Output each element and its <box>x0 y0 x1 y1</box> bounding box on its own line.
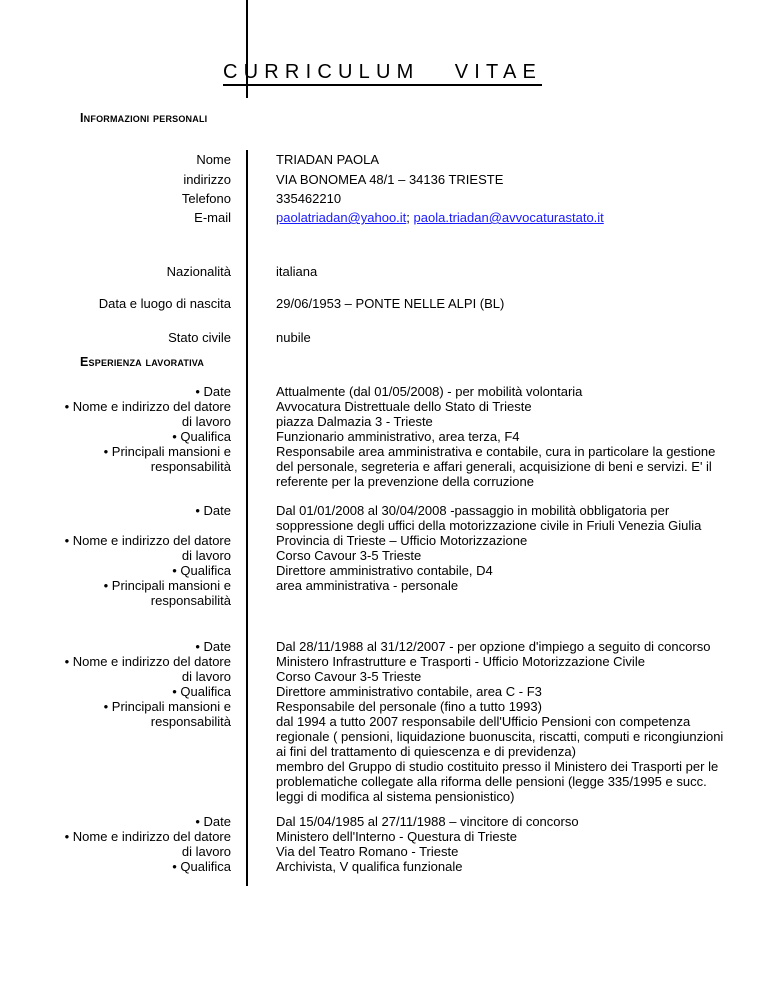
nationality-label: Nazionalità <box>166 264 231 279</box>
job-3-duties-label: • Principali mansioni e responsabilità <box>103 699 231 729</box>
address-value: VIA BONOMEA 48/1 – 34136 TRIESTE <box>276 172 504 187</box>
name-value: TRIADAN PAOLA <box>276 152 380 167</box>
section-work-experience: Esperienza lavorativa <box>80 355 205 369</box>
job-2-employer-address: Corso Cavour 3-5 Trieste <box>276 548 422 563</box>
job-3-date: Dal 28/11/1988 al 31/12/2007 - per opzione d'impiego a seguito di concorso <box>276 639 711 654</box>
job-1-employer-label: • Nome e indirizzo del datore di lavoro <box>64 399 231 429</box>
job-1-details <box>276 384 736 489</box>
job-3-duties-1: Responsabile del personale (fino a tutto 1993) <box>276 699 542 714</box>
section-personal-info: Informazioni personali <box>80 111 208 125</box>
job-1-role: Funzionario amministrativo, area terza, F4 <box>276 429 520 444</box>
job-2-role-label: • Qualifica <box>172 563 231 578</box>
job-2-role: Direttore amministrativo contabile, D4 <box>276 563 493 578</box>
job-3-employer-address: Corso Cavour 3-5 Trieste <box>276 669 422 684</box>
email-link-1[interactable]: paolatriadan@yahoo.it <box>276 210 407 225</box>
job-1-employer-name: Avvocatura Distrettuale dello Stato di Trieste <box>276 399 532 414</box>
page-title: CURRICULUM VITAE <box>223 60 542 86</box>
address-label: indirizzo <box>183 172 231 187</box>
job-3-duties-3: membro del Gruppo di studio costituito presso il Ministero dei Trasporti per le problematiche collegate alla riforma delle pensioni (legge 335/1995 e succ. leggi di modifica al sistema pensionistico) <box>276 759 719 804</box>
job-2-duties-label: • Principali mansioni e responsabilità <box>103 578 231 608</box>
job-2-duties: area amministrativa - personale <box>276 578 459 593</box>
job-2-date: Dal 01/01/2008 al 30/04/2008 -passaggio in mobilità obbligatoria per soppressione degli uffici della motorizzazione civile in Friuli Venezia Giulia <box>276 503 702 533</box>
job-3-employer-name: Ministero Infrastrutture e Trasporti - Ufficio Motorizzazione Civile <box>276 654 645 669</box>
phone-label: Telefono <box>181 191 231 206</box>
job-4-role-label: • Qualifica <box>172 859 231 874</box>
civil-status-value: nubile <box>276 330 311 345</box>
job-2-date-label: • Date <box>195 503 231 518</box>
job-1-duties: Responsabile area amministrativa e contabile, cura in particolare la gestione del personale, segreteria e affari generali, acquisizione di beni e servizi. E' il referente per la prevenzione della corruzione <box>276 444 716 489</box>
email-separator: ; <box>406 210 414 225</box>
job-1-role-label: • Qualifica <box>172 429 231 444</box>
email-link-2[interactable]: paola.triadan@avvocaturastato.it <box>413 210 604 225</box>
job-4-date: Dal 15/04/1985 al 27/11/1988 – vincitore di concorso <box>276 814 579 829</box>
civil-status-label: Stato civile <box>168 330 231 345</box>
job-1-duties-label: • Principali mansioni e responsabilità <box>103 444 231 474</box>
job-2-details <box>276 503 736 593</box>
job-4-employer-name: Ministero dell'Interno - Questura di Trieste <box>276 829 517 844</box>
job-4-date-label: • Date <box>195 814 231 829</box>
nationality-value: italiana <box>276 264 318 279</box>
job-3-details <box>276 639 736 804</box>
job-3-role-label: • Qualifica <box>172 684 231 699</box>
job-3-employer-label: • Nome e indirizzo del datore di lavoro <box>64 654 231 684</box>
job-2-employer-name: Provincia di Trieste – Ufficio Motorizzazione <box>276 533 528 548</box>
job-3-duties-2: dal 1994 a tutto 2007 responsabile dell'Ufficio Pensioni con competenza regionale ( pensioni, liquidazione buonuscita, riscatti, computi e ricongiunzioni ai fini del trattamento di quiescenza e di previdenza) <box>276 714 724 759</box>
email-value <box>276 210 736 225</box>
job-4-employer-address: Via del Teatro Romano - Trieste <box>276 844 459 859</box>
birth-label: Data e luogo di nascita <box>98 296 231 311</box>
birth-value: 29/06/1953 – PONTE NELLE ALPI (BL) <box>276 296 505 311</box>
job-3-role: Direttore amministrativo contabile, area C - F3 <box>276 684 542 699</box>
job-4-role: Archivista, V qualifica funzionale <box>276 859 463 874</box>
phone-value: 335462210 <box>276 191 342 206</box>
email-label: E-mail <box>194 210 231 225</box>
divider-line-main <box>246 150 248 886</box>
job-4-details <box>276 814 736 874</box>
job-1-date: Attualmente (dal 01/05/2008) - per mobilità volontaria <box>276 384 583 399</box>
job-1-date-label: • Date <box>195 384 231 399</box>
job-2-employer-label: • Nome e indirizzo del datore di lavoro <box>64 533 231 563</box>
job-3-date-label: • Date <box>195 639 231 654</box>
name-label: Nome <box>196 152 231 167</box>
job-4-employer-label: • Nome e indirizzo del datore di lavoro <box>64 829 231 859</box>
job-1-employer-address: piazza Dalmazia 3 - Trieste <box>276 414 433 429</box>
